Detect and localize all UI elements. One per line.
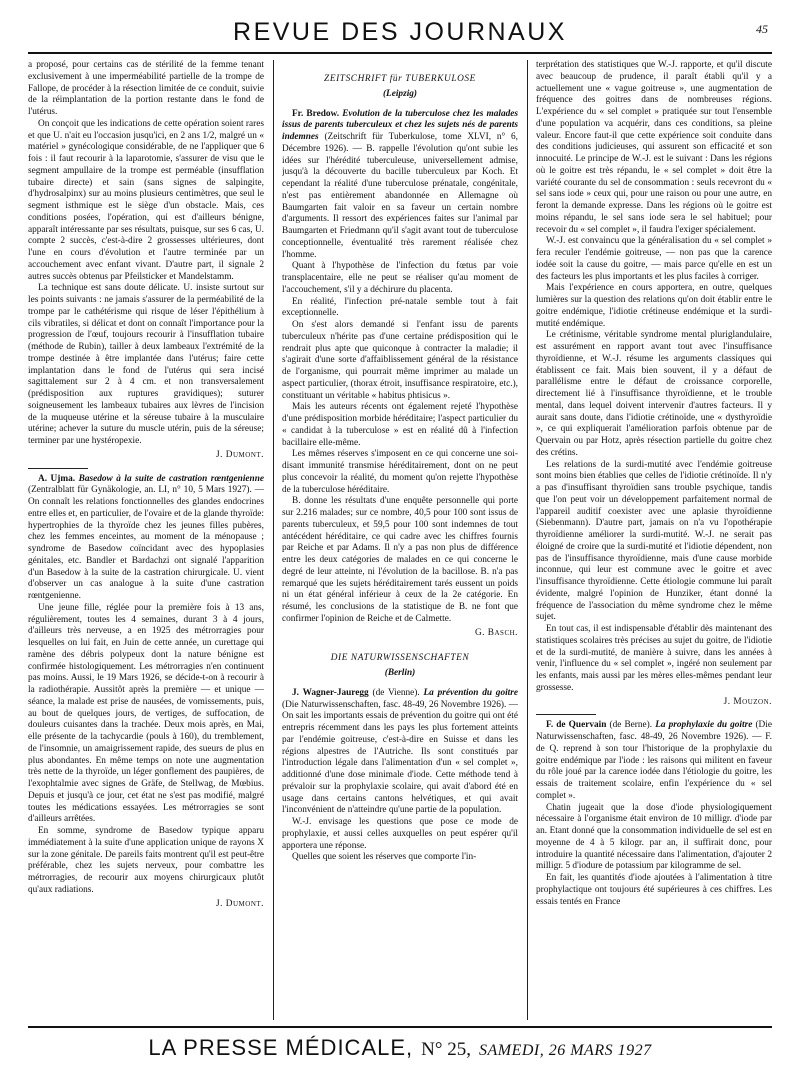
article-abstract (28, 474, 264, 603)
paragraph: La technique est sans doute délicate. U. insiste surtout sur les points suivants : ne jamais s'assurer de la perméabilité de la trompe par le cathétérisme qui risque de léser l'épithélium à cils vibratiles, si délicat et dont on connaît l'importance pour la progression de l'œuf, toujours recourir à l'insufflation tubaire (méthode de Rubin), tailler à deux lambeaux l'extrémité de la trompe destinée à être implantée dans l'utérus; faire cette implantation dans le fond de l'utérus qui sera incisé sagittalement sur 2 à 4 cm. et non transversalement (prédisposition aux ruptures gravidiques); suturer soigneusement les lambeaux tubaires aux lèvres de l'incision de la muqueuse utérine et la séreuse tubaire à la musculaire utérine; achever la suture du muscle utérin, puis de la séreuse; terminer par une hystéropexie. (28, 283, 264, 446)
article-author: Fr. Bredow. (292, 108, 340, 119)
article-author-origin: (de Vienne). (372, 687, 420, 698)
paragraph: terprétation des statistiques que W.-J. rapporte, et qu'il discute avec beaucoup de prudence, il paraît établi qu'il y a actuellement une « vague goitreuse », une augmentation de fréquence des goitres dans de nombreuses régions. L'expérience du « sel complet » pratiquée sur tout l'ensemble d'une population va acquérir, dans ces conditions, sa pleine valeur. Encore faut-il que cette expérience soit conduite dans des conditions judicieuses, qui assurent son efficacité et son innocuité. Le principe de W.-J. est le suivant : Dans les régions où le goitre est très répandu, le « sel complet » doit être la variété courante du sel de consommation : seuls recevront du « sel sans iode » ceux qui, pour une raison ou pour une autre, en feront la demande expresse. Dans les régions où le goitre est moins répandu, le sel sans iode sera le sel habituel; pour recevoir du « sel complet », il faudra l'exiger spécialement. (536, 60, 772, 235)
article-title: La prévention du goitre (423, 687, 518, 698)
paragraph: B. donne les résultats d'une enquête personnelle qui porte sur 2.216 malades; sur ce nombre, 40,5 pour 100 sont issus de parents tuberculeux, et 59,5 pour 100 sont indemnes de tout antécédent héréditaire, ce qui cadre avec les chiffres fournis par Reiche et par Adams. Il n'y a pas non plus de différence entre les deux catégories de malades en ce qui concerne le degré de leur atteinte, ni l'évolution de la bacillose. B. n'a pas remarqué que les sujets héréditairement tarés eussent un poids ni un état général inférieur à ceux de la 2e catégorie. En résumé, les conclusions de la statistique de B. ne font que confirmer l'opinion de Reiche et de Calmette. (282, 496, 518, 624)
signature: J. Dumont. (216, 449, 264, 460)
paragraph: Quant à l'hypothèse de l'infection du fœtus par voie transplacentaire, elle ne peut se réaliser qu'au moment de l'accouchement, s'il y a déchirure du placenta. (282, 261, 518, 295)
footer-line (148, 1030, 651, 1069)
paragraph: On conçoit que les indications de cette opération soient rares et que U. n'ait eu l'occasion jusqu'ici, en 2 ans 1/2, malgré un « matériel » gynécologique considérable, de ne l'appliquer que 6 fois : il faut recourir à la laparotomie, s'assurer de visu que le segment ampullaire de la trompe est perméable (insufflation tubaire directe) et sain (sans signes de salpingite, d'hydrosalpinx) sur au moins plusieurs centimètres, que seul le segment isthmique est le siège d'un obstacle. Mais, ces conditions posées, l'opération, qui est d'ailleurs bénigne, apparaît intéressante par ses résultats, puisque, sur ses 6 cas, U. compte 2 succès, c'est-à-dire 2 grossesses ultérieures, dont l'une en cours d'évolution et l'autre terminée par un accouchement avec enfant vivant. D'autre part, il signale 2 autres succès obtenus par Pfeilsticker et Mandelstamm. (28, 118, 264, 282)
paragraph: En tout cas, il est indispensable d'établir dès maintenant des statistiques scolaires très précises au sujet du goitre, de l'idiotie et de la surdi-mutité, de manière à suivre, dans les années à venir, l'influence du « sel complet », ingéré non seulement par les enfants, mais aussi par les mères elles-mêmes pendant leur grossesse. (536, 624, 772, 693)
paragraph: Mais les auteurs récents ont également rejeté l'hypothèse d'une prédisposition morbide héréditaire; l'aspect particulier du « candidat à la tuberculose » est en réalité dû à l'infection bacillaire elle-même. (282, 402, 518, 448)
separator (536, 714, 596, 715)
footer-date: SAMEDI, 26 MARS 1927 (478, 1042, 652, 1059)
footer-issue: N° 25, (421, 1039, 471, 1060)
section-city: (Leipzig) (382, 88, 418, 99)
paragraph: Le crétinisme, véritable syndrome mental pluriglandulaire, est assurément en rapport avant tout avec l'insuffisance thyroïdienne, et W.-J. résume les arguments classiques qui établissent ce fait. Mais bien souvent, il y a défaut de parallélisme entre le défaut de croissance corporelle, directement lié à l'insuffisance thyroïdienne, et le trouble mental, dans lequel doivent intervenir d'autres facteurs. Il y aurait sans doute, dans l'idiotie crétinoïde, une « dysthyroïdie », ce qui expliquerait l'amélioration parfois obtenue par de Quervain ou par Hotz, après résection partielle du goitre chez des crétins. (536, 330, 772, 458)
paragraph: Quelles que soient les réserves que comporte l'in- (292, 852, 477, 863)
paragraph: Les mêmes réserves s'imposent en ce qui concerne une soi-disant immunité transmise héréditairement, dont on ne peut plus concevoir la réalité, du moment qu'on rejette l'hypothèse de la tuberculose héréditaire. (282, 449, 518, 495)
article-title: La prophylaxie du goitre (655, 720, 753, 731)
article-abstract (282, 688, 518, 817)
journal-page (28, 14, 772, 1074)
paragraph: W.-J. est convaincu que la généralisation du « sel complet » fera reculer l'endémie goitreuse, — non pas que la carence iodée soit la cause du goitre, — mais parce qu'elle en est un des facteurs les plus importants et les plus faciles à corriger. (536, 236, 772, 282)
column-1 (28, 60, 264, 1020)
paragraph: a proposé, pour certains cas de stérilité de la femme tenant exclusivement à une imperméabilité partielle de la trompe de Fallope, de procéder à la résection limitée de ce conduit, suivie de la réimplantation de la portion restante dans le fond de l'utérus. (28, 60, 264, 117)
paragraph: En réalité, l'infection pré-natale semble tout à fait exceptionnelle. (282, 296, 518, 319)
paragraph: Les relations de la surdi-mutité avec l'endémie goitreuse sont moins bien établies que celles de l'idiotie crétinoïde. Il n'y a pas d'insuffisant thyroïdien sans trouble psychique, tandis que l'on peut voir un développement parfaitement normal de l'appareil auditif coexister avec une aplasie thyroïdienne (Siebenmann). D'autre part, jamais on n'a vu l'opothérapie thyroïdienne améliorer la surdi-mutité. W.-J. ne serait pas éloigné de croire que la surdi-mutité et l'idiotie dépendent, non pas de l'insuffisance thyroïdienne, mais d'une cause morbide inconnue, qui leur est commune avec le goitre et avec l'insuffisance thyroïdienne. Cette étiologie commune lui paraît évidente, malgré l'opinion de Hunziker, étant donné la fréquence de l'association du même syndrome chez le même sujet. (536, 459, 772, 623)
section-title: ZEITSCHRIFT für TUBERKULOSE (324, 74, 476, 84)
article-author-origin: (de Berne). (609, 720, 653, 731)
page-header (28, 14, 772, 54)
article-columns (28, 60, 772, 1020)
article-author: A. Ujma. (38, 473, 76, 484)
paragraph: On s'est alors demandé si l'enfant issu de parents tuberculeux n'hérite pas d'une certaine prédisposition qui le rendrait plus apte que quiconque à contracter la maladie; il s'agirait d'une sorte d'affaiblissement général de la résistance de l'organisme, qui pourrait même imprimer au malade un aspect particulier, (thorax étroit, insuffisance respiratoire, etc.), constituant un véritable « habitus phtisicus ». (282, 320, 518, 401)
journal-title: REVUE DES JOURNAUX (233, 18, 567, 46)
article-reference: (Die Naturwissenschaften, fasc. 48-49, 26 Novembre 1926). — On sait les importants essais de prévention du goitre qui ont été entrepris récemment dans les pays les plus fortement atteints par l'endémie goitreuse, c'est-à-dire en Suisse et dans les régions alpestres de l'Autriche. Ils sont constitués par l'introduction légale dans l'alimentation d'un « sel complet », additionné d'une dose minimale d'iode. Cette méthode tend à prévaloir sur la prophylaxie scolaire, qui avait d'abord été en usage dans certains cantons helvétiques, et qui avait l'inconvénient de n'atteindre qu'une partie de la population. (282, 699, 518, 816)
article-title: Basedow à la suite de castration rœntgenienne (78, 473, 264, 484)
footer-journal: LA PRESSE MÉDICALE, (148, 1035, 414, 1060)
section-title: DIE NATURWISSENSCHAFTEN (330, 653, 470, 664)
column-rule (527, 60, 528, 1020)
paragraph: Mais l'expérience en cours apportera, en outre, quelques lumières sur la question des relations qu'on doit établir entre le goitre endémique, l'idiotie crétineuse endémique et la surdi-mutité endémique. (536, 283, 772, 329)
article-abstract (536, 720, 772, 802)
article-abstract (282, 109, 518, 262)
paragraph: En fait, les quantités d'iode ajoutées à l'alimentation à titre prophylactique ont toujours été supérieures à ces chiffres. Les essais tentés en France (536, 873, 772, 907)
column-3 (536, 60, 772, 1020)
paragraph: W.-J. envisage les questions que pose ce mode de prophylaxie, et aussi celles auxquelles on peut espérer qu'il apportera une réponse. (282, 817, 518, 851)
article-author: J. Wagner-Jauregg (292, 687, 369, 698)
article-title: Evolution de la tuberculose chez les malades issus de parents tuberculeux et chez les sujets nés de parents indemnes (282, 108, 518, 142)
column-rule (273, 60, 274, 1020)
paragraph: Chatin jugeait que la dose d'iode physiologiquement nécessaire à l'organisme était environ de 10 milligr. d'iode par an. Etant donné que la consommation individuelle de sel est en moyenne de 4 à 5 kilogr. par an, il suffirait donc, pour introduire la quantité nécessaire dans l'alimentation, d'ajouter 2 milligr. 5 d'iodure de potassium par kilogramme de sel. (536, 802, 772, 872)
paragraph: En somme, syndrome de Basedow typique apparu immédiatement à la suite d'une application unique de rayons X sur la zone génitale. De pareils faits montrent qu'il est peut-être préférable, chez les sujets nerveux, pour combattre les métrorragies, de recourir aux moyens chirurgicaux plutôt qu'aux radiations. (28, 826, 264, 895)
signature: J. Dumont. (216, 898, 264, 909)
page-number: 45 (756, 22, 768, 36)
signature: G. Basch. (474, 627, 518, 638)
column-2 (282, 60, 518, 1020)
separator (28, 468, 88, 469)
paragraph: Une jeune fille, réglée pour la première fois à 13 ans, régulièrement, toutes les 4 semaines, durant 3 à 4 jours, d'ailleurs très nerveuse, a en 1925 des métrorragies pour lesquelles on lui fait, en Juin de cette année, un curettage qui ramène des débris polypeux dont la nature bénigne est confirmée histologiquement. Les métrorragies n'en continuent pas moins. Aussi, le 19 Mars 1926, se décide-t-on à recourir à la radiothérapie. Aussitôt après la première — et unique — séance, la malade est prise de nausées, de vomissements, puis, au bout de quelques jours, de vertiges, de suffocation, de douleurs cuisantes dans la trachée. Deux mois après, en Mai, elle présente de la tachycardie (pouls à 160), du tremblement, de l'insomnie, un amaigrissement rapide, des sueurs de plus en plus abondantes. En même temps on note une augmentation très nette de la thyroïde, un léger gonflement des paupières, de l'exophtalmie avec signes de Gräfe, de Stellwag, de Mœbius. Depuis et jusqu'à ce jour, cet état ne s'est pas modifié, malgré toutes les médications essayées. Les métrorragies se sont d'ailleurs arrêtées. (28, 602, 264, 825)
page-footer (28, 1026, 772, 1068)
article-reference: (Die Naturwissenschaften, fasc. 48-49, 26 Novembre 1926). — F. de Q. reprend à son tour l'historique de la prophylaxie du goitre endémique par l'iode : les raisons qui militent en faveur du rôle joué par la carence iodée dans l'étiologie du goitre, les essais de traitement scolaire, enfin l'expérience du « sel complet ». (536, 720, 772, 801)
signature: J. Mouzon. (723, 696, 772, 707)
article-reference: (Zeitschrift für Tuberkulose, tome XLVI, n° 6, Décembre 1926). — B. rappelle l'évolution qu'ont subie les idées sur l'hérédité tuberculeuse, universellement admise, jusqu'à la découverte du bacille tuberculeux par Koch. Et cependant la réalité d'une tuberculose prénatale, congénitale, n'est pas entièrement abandonnée en Allemagne où Baumgarten fait valoir en sa faveur un certain nombre d'arguments. Il ressort des expériences faites sur l'animal par Baumgarten et Friedmann qu'il s'agit avant tout de tuberculose conceptionnelle, éventualité très rarement réalisée chez l'homme. (282, 132, 518, 260)
article-reference: (Zentralblatt für Gynäkologie, an. LI, n° 10, 5 Mars 1927). — On connaît les relations fonctionnelles des glandes endocrines entre elles et, en particulier, de l'ovaire et de la glande thyroïde: hypertrophies de la thyroïde chez les jeunes filles pubères, chez les femmes enceintes, au moment de la ménopause ; syndrome de Basedow coïncidant avec des hypoplasies génitales, etc. Bandler et Bardachzi ont signalé l'apparition d'un Basedow à la suite de la castration chirurgicale. U. vient d'observer un cas analogue à la suite d'une castration rœntgenienne. (28, 485, 264, 601)
article-author: F. de Quervain (546, 720, 607, 731)
section-city: (Berlin) (384, 668, 416, 678)
